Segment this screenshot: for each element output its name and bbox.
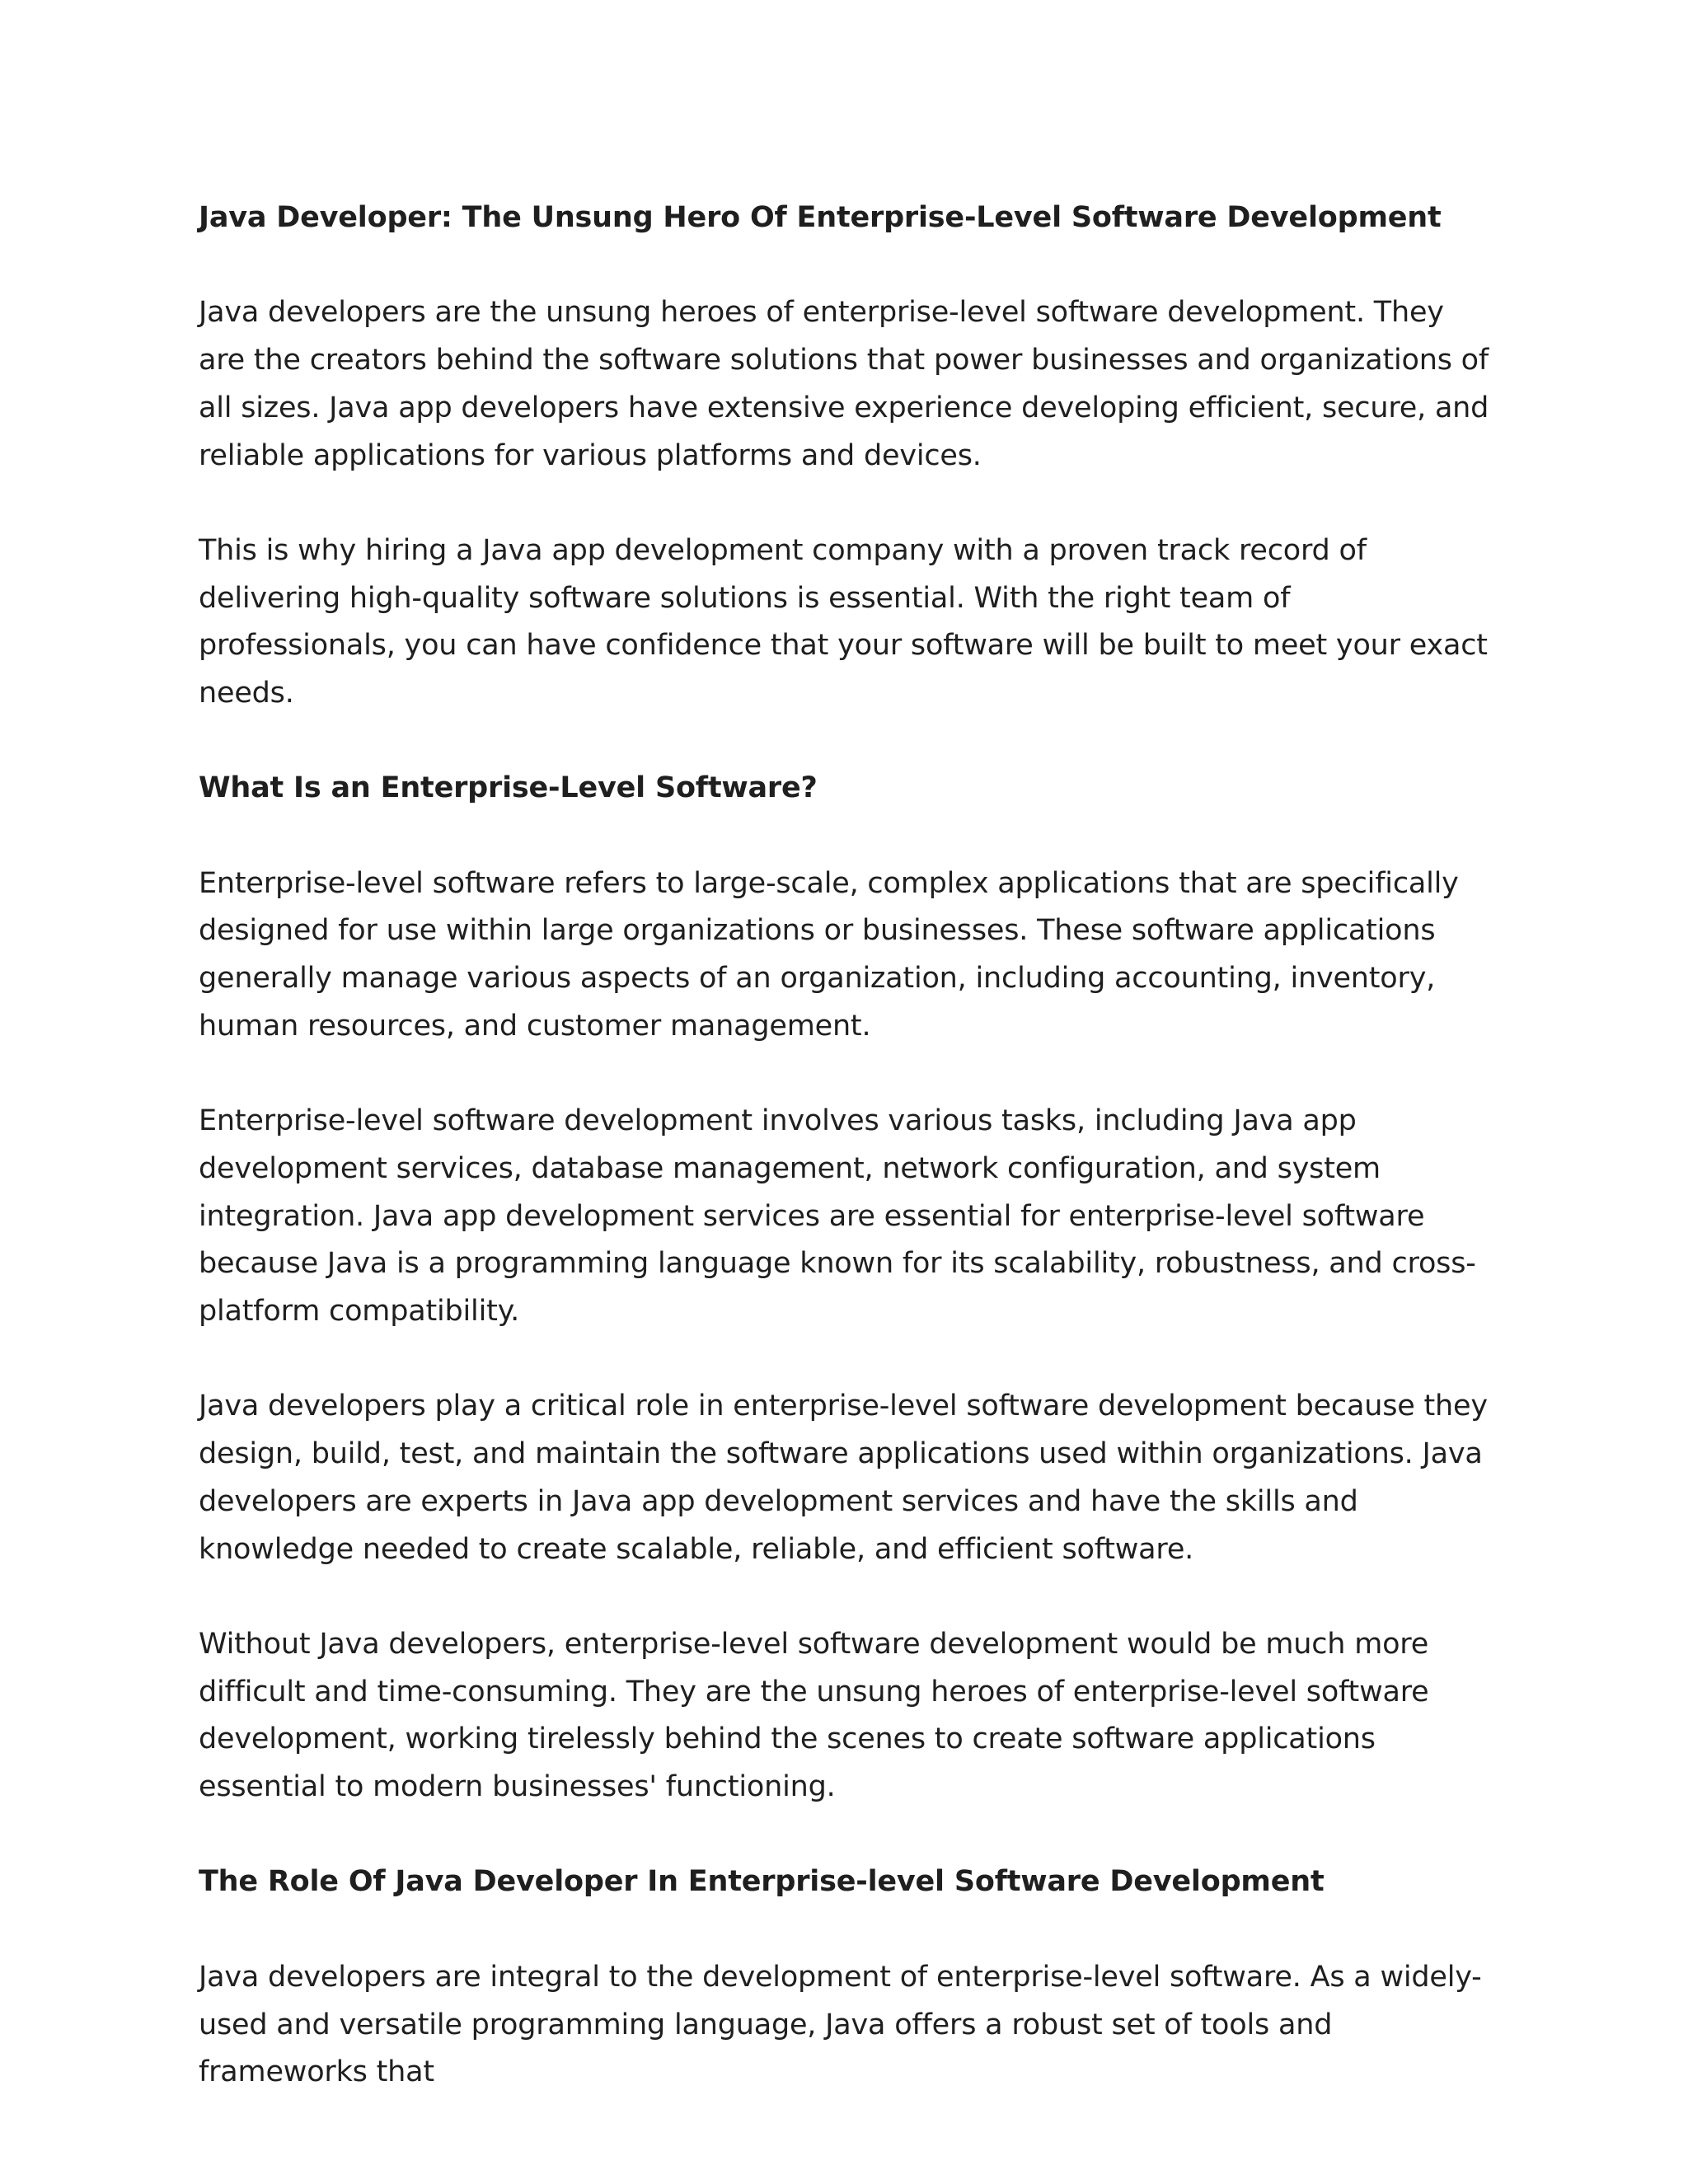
spacer: [199, 1811, 1491, 1859]
intro-paragraph-1: Java developers are the unsung heroes of enterprise-level software development. They are the creators behind the software solutions that power businesses and organizations of all sizes. Java app developers have extensive experience developing efficient, secure, and reliable applications for various platforms and devices.: [199, 296, 1489, 472]
spacer: [199, 1573, 1491, 1621]
document-title: Java Developer: The Unsung Hero Of Enterprise-Level Software Development: [199, 201, 1442, 234]
section1-paragraph-1: Enterprise-level software refers to large-scale, complex applications that are specifically designed for use within large organizations or businesses. These software applications generally manage various aspects of an organization, including accounting, inventory, human resources, and customer management.: [199, 866, 1459, 1043]
spacer: [199, 718, 1491, 766]
section2-paragraph-1: Java developers are integral to the development of enterprise-level software. As a widely-used and versatile programming language, Java offers a robust set of tools and frameworks that: [199, 1960, 1482, 2089]
spacer: [199, 1336, 1491, 1384]
section1-paragraph-2: Enterprise-level software development involves various tasks, including Java app development services, database management, network configuration, and system integration. Java app development services are essential for enterprise-level software because Java is a programming language known for its scalability, robustness, and cross-platform compatibility.: [199, 1104, 1476, 1329]
spacer: [199, 813, 1491, 860]
spacer: [199, 1051, 1491, 1099]
section1-paragraph-4: Without Java developers, enterprise-level software development would be much more difficult and time-consuming. They are the unsung heroes of enterprise-level software development, working tirelessly behind the scenes to create software applications essential to modern businesses' functioning.: [199, 1627, 1429, 1804]
intro-paragraph-2: This is why hiring a Java app development company with a proven track record of delivering high-quality software solutions is essential. With the right team of professionals, you can have confidence that your software will be built to meet your exact needs.: [199, 533, 1488, 710]
section1-paragraph-3: Java developers play a critical role in enterprise-level software development because they design, build, test, and maintain the software applications used within organizations. Java developers are experts in Java app development services and have the skills and knowledge needed to create scalable, reliable, and efficient software.: [199, 1390, 1488, 1566]
section-heading-role-of-java-developer: The Role Of Java Developer In Enterprise-level Software Development: [199, 1865, 1325, 1899]
document-body: [199, 194, 1491, 2097]
spacer: [199, 480, 1491, 527]
spacer: [199, 1906, 1491, 1954]
section-heading-enterprise-software: What Is an Enterprise-Level Software?: [199, 771, 818, 805]
spacer: [199, 242, 1491, 290]
